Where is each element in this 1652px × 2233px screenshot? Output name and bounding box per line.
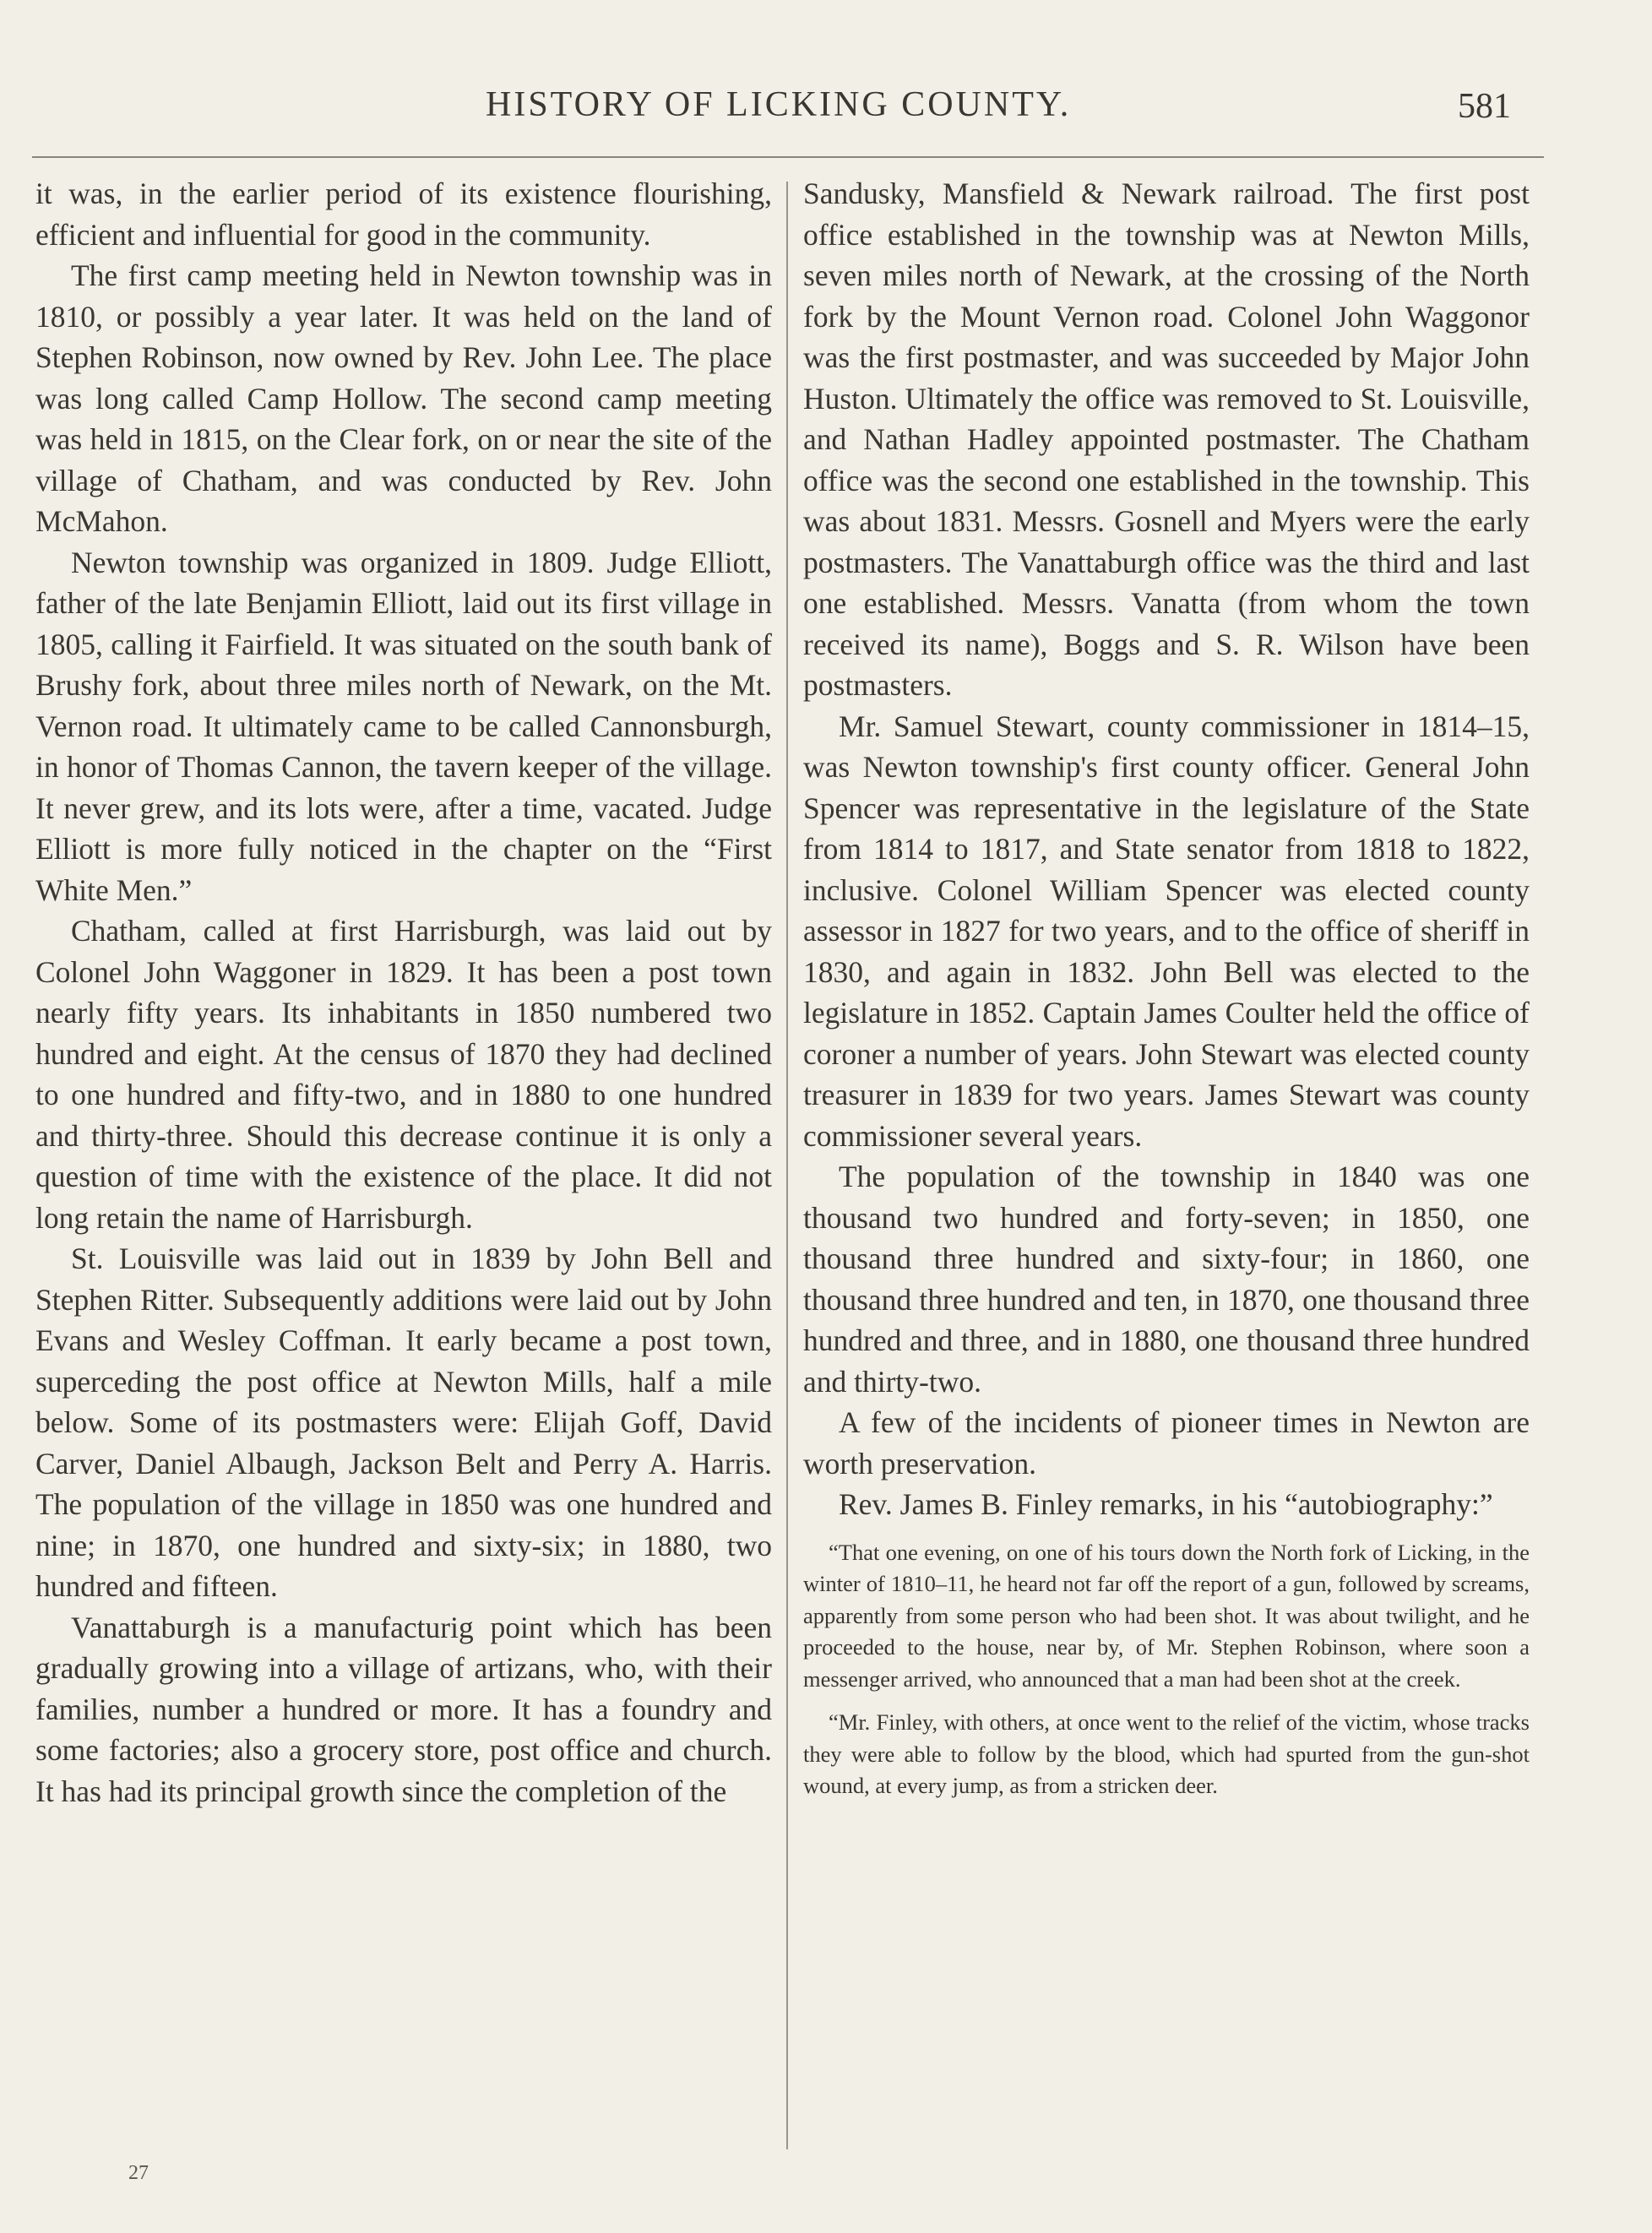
paragraph: Newton township was organized in 1809. Judge Elliott, father of the late Benjamin Elliott, laid out its first village in 1805, calling it Fairfield. It was situated on the south bank of Brushy fork, about three miles north of Newark, on the Mt. Vernon road. It ultimately came to be called Cannonsburgh, in honor of Thomas Cannon, the tavern keeper of the village. It never grew, and its lots were, after a time, vacated. Judge Elliott is more fully noticed in the chapter on the “First White Men.” bbox=[35, 545, 772, 907]
running-head bbox=[0, 84, 1652, 144]
paragraph: Sandusky, Mansfield & Newark railroad. The first post office established in the township was at Newton Mills, seven miles north of Newark, at the crossing of the North fork by the Mount Vernon road. Colonel John Waggonor was the first postmaster, and was succeeded by Major John Huston. Ultimately the office was removed to St. Louisville, and Nathan Hadley appointed postmaster. The Chatham office was the second one established in the township. This was about 1831. Messrs. Gosnell and Myers were the early postmasters. The Vanattaburgh office was the third and last one established. Messrs. Vanatta (from whom the town received its name), Boggs and S. R. Wilson have been postmasters. bbox=[803, 177, 1530, 702]
signature-mark: 27 bbox=[128, 2162, 149, 2184]
paragraph: St. Louisville was laid out in 1839 by John Bell and Stephen Ritter. Subsequently additions were laid out by John Evans and Wesley Coffman. It early became a post town, superceding the post office at Newton Mills, half a mile below. Some of its postmasters were: Elijah Goff, David Carver, Daniel Albaugh, Jackson Belt and Perry A. Harris. The population of the village in 1850 was one hundred and nine; in 1870, one hundred and sixty-six; in 1880, two hundred and fifteen. bbox=[35, 1241, 772, 1603]
right-column bbox=[803, 173, 1530, 1802]
paragraph: The population of the township in 1840 was one thousand two hundred and forty-seven; in 1850, one thousand three hundred and sixty-four; in 1860, one thousand three hundred and ten, in 1870, one thousand three hundred and three, and in 1880, one thousand three hundred and thirty-two. bbox=[803, 1160, 1530, 1399]
page-number: 581 bbox=[1458, 87, 1511, 126]
block-quote: “Mr. Finley, with others, at once went to the relief of the victim, whose tracks they were able to follow by the blood, which had spurted from the gun-shot wound, at every jump, as from a stricken deer. bbox=[803, 1709, 1530, 1798]
paragraph: A few of the incidents of pioneer times in Newton are worth preservation. bbox=[803, 1405, 1530, 1481]
paragraph: Rev. James B. Finley remarks, in his “autobiography:” bbox=[839, 1487, 1493, 1521]
paragraph: it was, in the earlier period of its existence flourishing, efficient and influential for good in the community. bbox=[35, 177, 772, 252]
paragraph: Mr. Samuel Stewart, county commissioner in 1814–15, was Newton township's first county officer. General John Spencer was representative in the legislature of the State from 1814 to 1817, and State senator from 1818 to 1822, inclusive. Colonel William Spencer was elected county assessor in 1827 for two years, and to the office of sheriff in 1830, and again in 1832. John Bell was elected to the legislature in 1852. Captain James Coulter held the office of coroner a number of years. John Stewart was elected county treasurer in 1839 for two years. James Stewart was county commissioner several years. bbox=[803, 709, 1530, 1153]
column-divider bbox=[786, 182, 788, 2149]
header-rule bbox=[32, 156, 1544, 158]
block-quote: “That one evening, on one of his tours down the North fork of Licking, in the winter of 1810–11, he heard not far off the report of a gun, followed by screams, apparently from some person who had been shot. It was about twilight, and he proceeded to the house, near by, of Mr. Stephen Robinson, where soon a messenger arrived, who announced that a man had been shot at the creek. bbox=[803, 1539, 1530, 1692]
paragraph: The first camp meeting held in Newton township was in 1810, or possibly a year later. It was held on the land of Stephen Robinson, now owned by Rev. John Lee. The place was long called Camp Hollow. The second camp meeting was held in 1815, on the Clear fork, on or near the site of the village of Chatham, and was conducted by Rev. John McMahon. bbox=[35, 258, 772, 538]
running-title: HISTORY OF LICKING COUNTY. bbox=[486, 85, 1072, 124]
paragraph: Vanattaburgh is a manufacturig point which has been gradually growing into a village of artizans, who, with their families, number a hundred or more. It has a foundry and some factories; also a grocery store, post office and church. It has had its principal growth since the completion of the bbox=[35, 1610, 772, 1808]
left-column bbox=[35, 173, 772, 1812]
paragraph: Chatham, called at first Harrisburgh, was laid out by Colonel John Waggoner in 1829. It has been a post town nearly fifty years. Its inhabitants in 1850 numbered two hundred and eight. At the census of 1870 they had declined to one hundred and fifty-two, and in 1880 to one hundred and thirty-three. Should this decrease continue it is only a question of time with the existence of the place. It did not long retain the name of Harrisburgh. bbox=[35, 914, 772, 1235]
